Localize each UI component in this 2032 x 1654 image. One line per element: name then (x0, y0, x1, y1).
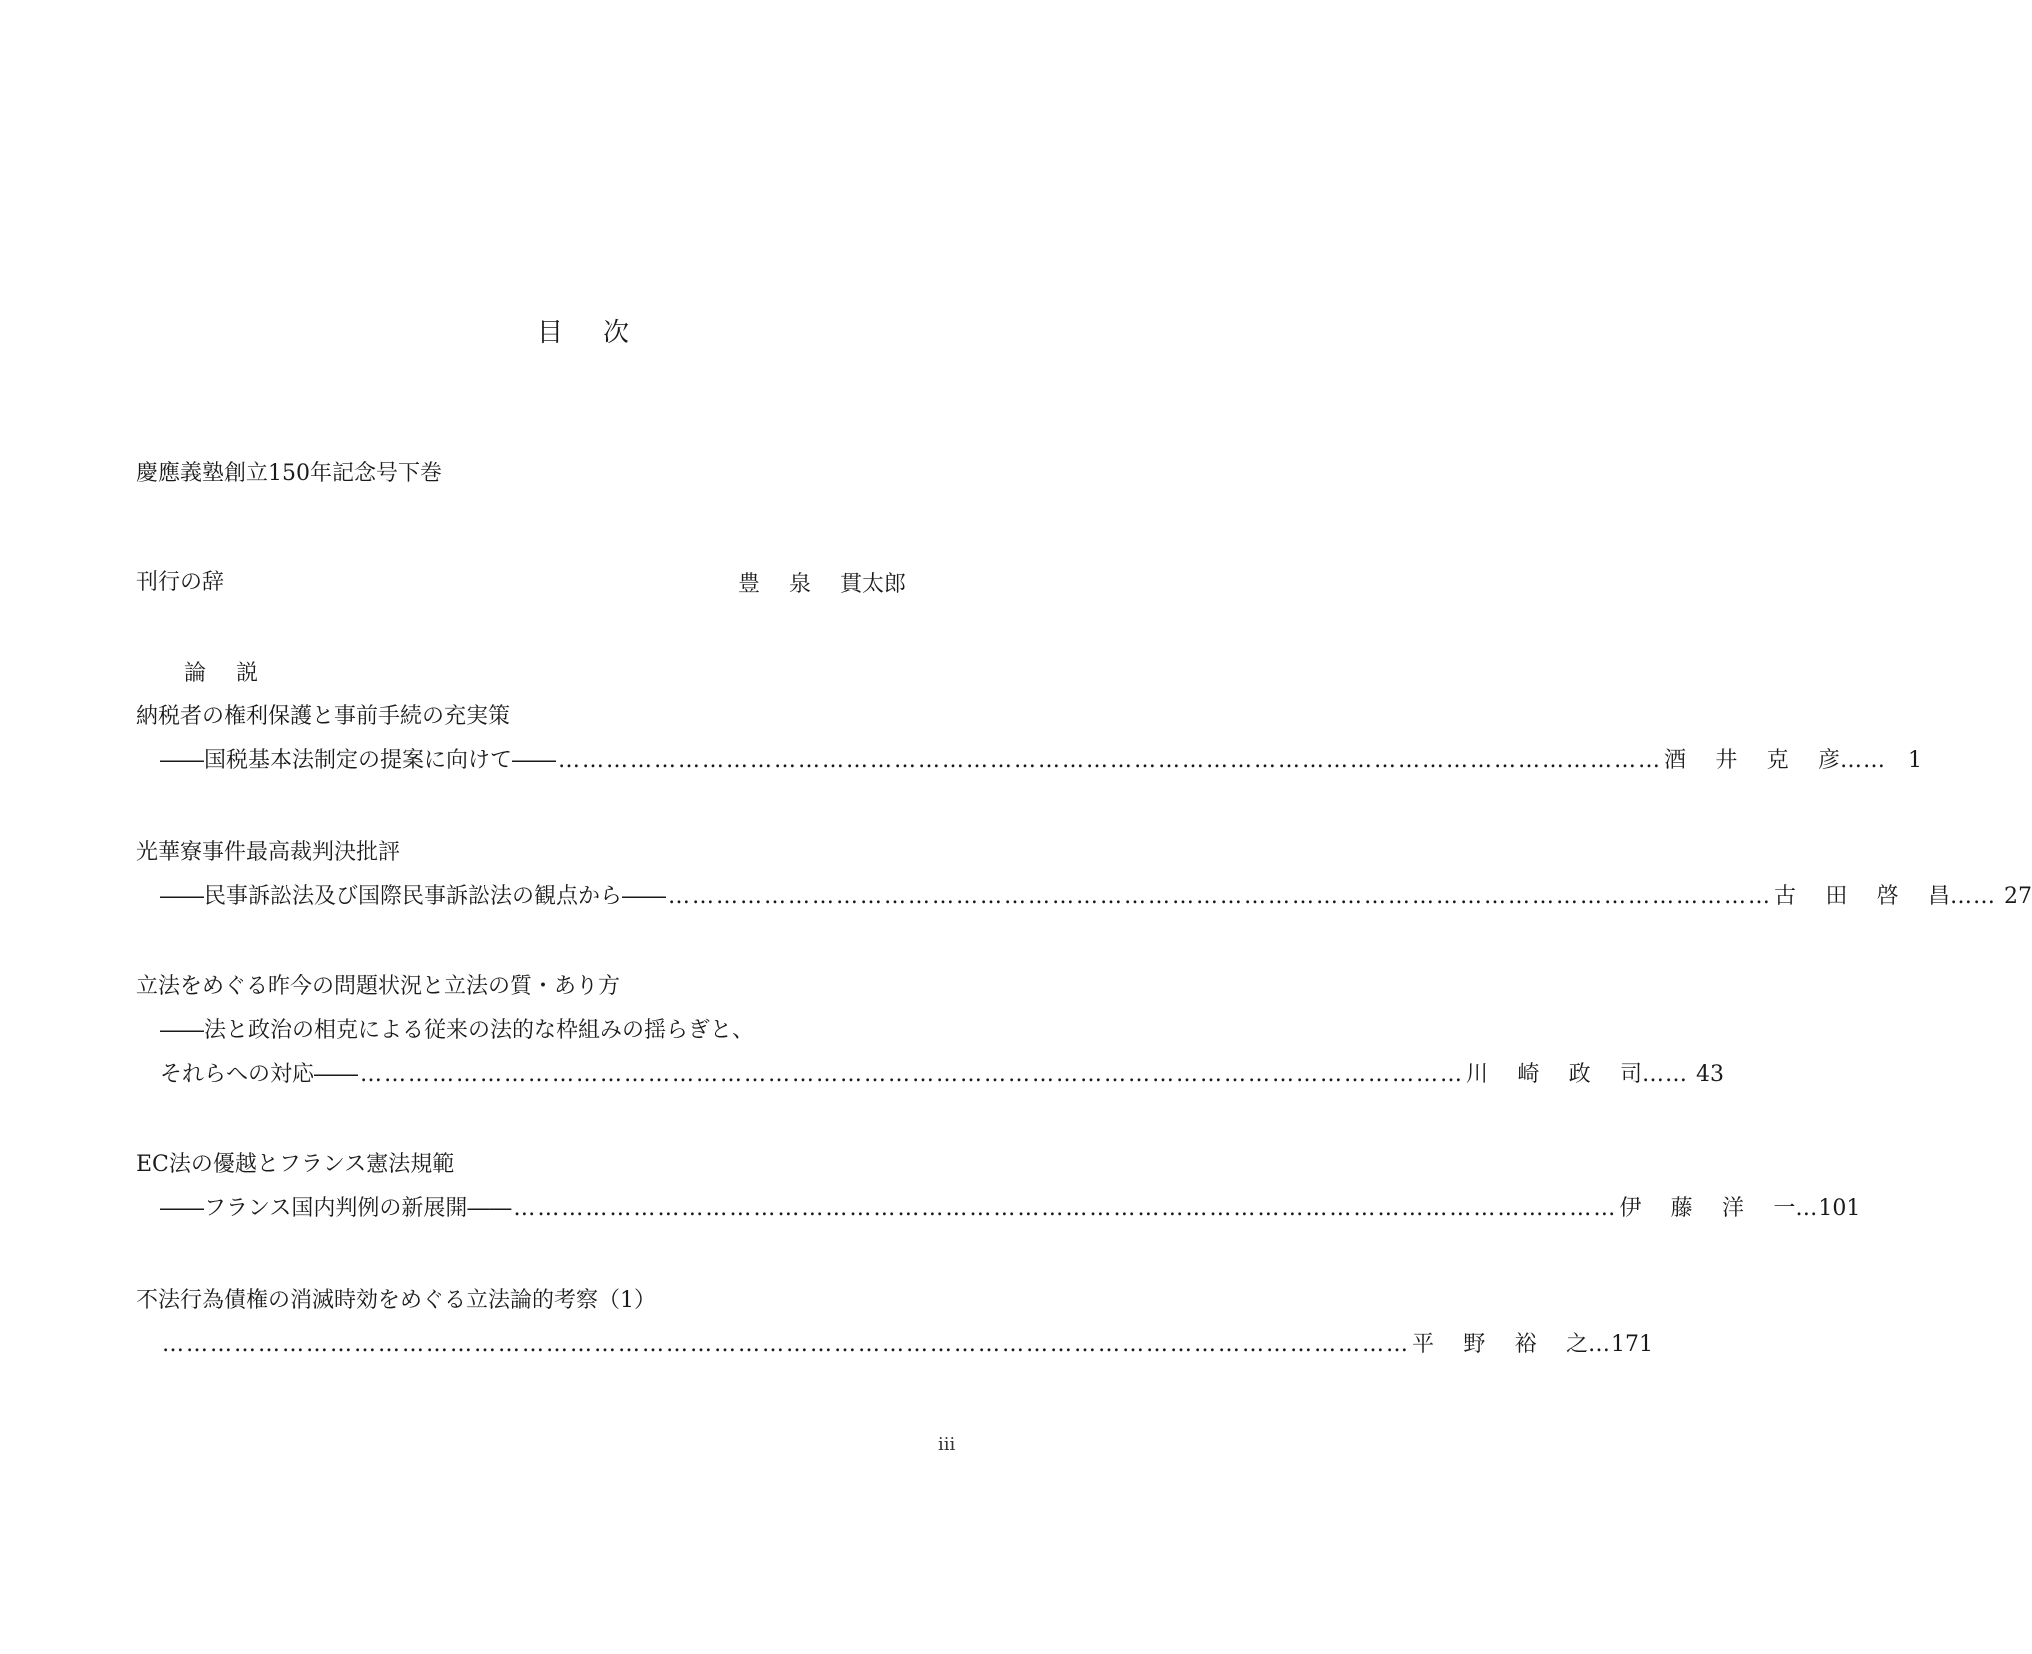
author-char: 酒 (1664, 748, 1687, 773)
toc-entry-line (160, 744, 1923, 778)
entry-subtitle: ――フランス国内判例の新展開―― (160, 1196, 512, 1221)
entry-title: 不法行為債権の消滅時効をめぐる立法論的考察（1） (136, 1288, 656, 1313)
author-char: 之 (1565, 1332, 1588, 1357)
preface-author-part: 泉 (788, 572, 811, 597)
toc-entry-line (160, 1328, 1653, 1362)
tail-dot-leader: …… (1840, 748, 1887, 773)
entry-author (1466, 1058, 1642, 1092)
page-number: 43 (1696, 1062, 1725, 1087)
tail-dot-leader: …… (1950, 884, 1997, 909)
author-char: 司 (1620, 1062, 1643, 1087)
author-char: 川 (1466, 1062, 1489, 1087)
page-number: 27 (2004, 884, 2032, 909)
author-char: 古 (1774, 884, 1797, 909)
author-char: 野 (1463, 1332, 1486, 1357)
preface-title: 刊行の辞 (136, 570, 225, 595)
entry-subtitle: ――国税基本法制定の提案に向けて―― (160, 748, 557, 773)
section-heading: 論説 (184, 661, 289, 686)
entry-title: 立法をめぐる昨今の問題状況と立法の質・あり方 (136, 974, 621, 999)
page-title: 目次 (536, 318, 669, 348)
author-char: 克 (1766, 748, 1789, 773)
page-number: 171 (1611, 1332, 1653, 1357)
entry-title: 光華寮事件最高裁判決批評 (136, 840, 401, 865)
author-char: 伊 (1619, 1196, 1642, 1221)
dot-leader: ………………………………………………………………………………………………………………………………………… (162, 1332, 1410, 1357)
entry-author (1664, 744, 1840, 778)
entry-subtitle-line: ――法と政治の相克による従来の法的な枠組みの揺らぎと、 (160, 1018, 755, 1043)
page-number: 1 (1908, 748, 1923, 773)
entry-author (1412, 1328, 1588, 1362)
entry-title: EC法の優越とフランス憲法規範 (136, 1152, 455, 1177)
author-char: 崎 (1517, 1062, 1540, 1087)
author-char: 政 (1568, 1062, 1591, 1087)
dot-leader: ………………………………………………………………………………………………………………………… (668, 884, 1773, 909)
entry-author (1619, 1192, 1795, 1226)
author-char: 一 (1773, 1196, 1796, 1221)
author-char: 平 (1412, 1332, 1435, 1357)
tail-dot-leader: … (1588, 1332, 1611, 1357)
author-char: 昌 (1928, 884, 1951, 909)
toc-entry-line (160, 1192, 1861, 1226)
author-char: 藤 (1670, 1196, 1693, 1221)
preface-author-part: 豊 (738, 572, 761, 597)
toc-entry-line (160, 1058, 1725, 1092)
dot-leader: ………………………………………………………………………………………………………………………… (558, 748, 1663, 773)
toc-entry-line (160, 880, 2032, 914)
author-char: 裕 (1514, 1332, 1537, 1357)
author-char: 啓 (1876, 884, 1899, 909)
page-number: 101 (1818, 1196, 1861, 1221)
volume-title: 慶應義塾創立150年記念号下巻 (136, 461, 442, 486)
tail-dot-leader: …… (1642, 1062, 1689, 1087)
entry-subtitle: それらへの対応―― (160, 1062, 359, 1087)
author-char: 田 (1825, 884, 1848, 909)
preface-author-part: 貫太郎 (839, 572, 906, 597)
entry-title: 納税者の権利保護と事前手続の充実策 (136, 704, 511, 729)
entry-subtitle: ――民事訴訟法及び国際民事訴訟法の観点から―― (160, 884, 667, 909)
tail-dot-leader: … (1795, 1196, 1819, 1221)
author-char: 洋 (1722, 1196, 1745, 1221)
entry-author (1774, 880, 1950, 914)
page-folio: iii (938, 1434, 956, 1455)
preface-author (738, 568, 906, 602)
dot-leader: ………………………………………………………………………………………………………………………… (360, 1062, 1465, 1087)
author-char: 井 (1715, 748, 1738, 773)
author-char: 彦 (1818, 748, 1841, 773)
dot-leader: ………………………………………………………………………………………………………………………… (513, 1196, 1618, 1221)
